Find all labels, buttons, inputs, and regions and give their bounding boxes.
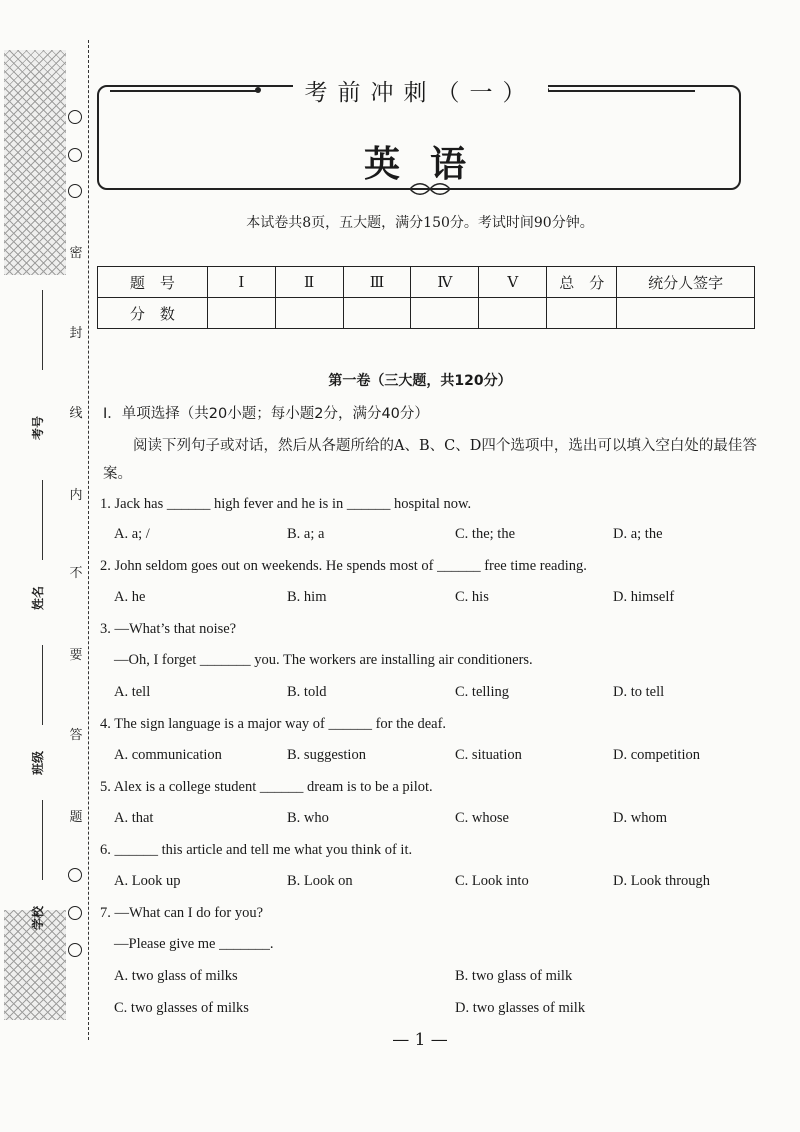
question-text: 7. —What can I do for you? bbox=[100, 905, 264, 921]
table-cell: 分 数 bbox=[98, 298, 208, 329]
score-input-cell[interactable] bbox=[547, 298, 617, 329]
option[interactable]: A. he bbox=[114, 589, 146, 605]
question-text: 6. ______ this article and tell me what you think of it. bbox=[100, 842, 413, 858]
option[interactable]: D. a; the bbox=[613, 526, 663, 542]
option[interactable]: C. telling bbox=[455, 684, 509, 700]
binding-hole-circle bbox=[68, 906, 82, 920]
score-input-cell[interactable] bbox=[411, 298, 479, 329]
score-input-cell[interactable] bbox=[207, 298, 275, 329]
question-text: 2. John seldom goes out on weekends. He spends most of ______ free time reading. bbox=[100, 558, 587, 574]
option[interactable]: D. whom bbox=[613, 810, 667, 826]
option[interactable]: B. who bbox=[287, 810, 329, 826]
option[interactable]: B. two glass of milk bbox=[455, 968, 573, 984]
seal-char: 内 bbox=[69, 488, 83, 503]
option[interactable]: D. himself bbox=[613, 589, 675, 605]
binding-hole-circle bbox=[68, 868, 82, 882]
seal-char: 题 bbox=[69, 810, 83, 825]
question-text: 1. Jack has ______ high fever and he is in ______ hospital now. bbox=[100, 496, 472, 512]
seal-cut-line bbox=[88, 40, 89, 1040]
option[interactable]: A. tell bbox=[114, 684, 151, 700]
option[interactable]: B. told bbox=[287, 684, 327, 700]
question-text: 3. —What’s that noise? bbox=[100, 621, 237, 637]
option[interactable]: A. communication bbox=[114, 747, 222, 763]
field-line bbox=[42, 290, 43, 370]
question-text: 5. Alex is a college student ______ dream is to be a pilot. bbox=[100, 779, 433, 795]
table-cell: Ⅳ bbox=[411, 267, 479, 298]
table-cell: Ⅰ bbox=[207, 267, 275, 298]
seal-char: 不 bbox=[69, 566, 83, 581]
seal-char: 线 bbox=[69, 406, 83, 421]
question-text: —Please give me _______. bbox=[114, 936, 274, 952]
option[interactable]: B. Look on bbox=[287, 873, 353, 889]
field-label: 班级 bbox=[31, 750, 45, 775]
exam-meta: 本试卷共8页，五大题，满分150分。考试时间90分钟。 bbox=[246, 215, 594, 231]
field-label: 考号 bbox=[31, 415, 45, 440]
binding-hole-circle bbox=[68, 110, 82, 124]
option[interactable]: D. competition bbox=[613, 747, 700, 763]
score-table-header-row bbox=[98, 267, 755, 298]
score-table bbox=[97, 266, 755, 329]
score-input-cell[interactable] bbox=[479, 298, 547, 329]
school-field[interactable] bbox=[22, 800, 52, 930]
seal-char: 密 bbox=[69, 246, 83, 261]
option[interactable]: C. the; the bbox=[455, 526, 516, 542]
exam-title: 英语 bbox=[363, 143, 496, 185]
ornament-icon bbox=[360, 182, 500, 196]
section-title: 第一卷（三大题，共120分） bbox=[328, 373, 512, 389]
option[interactable]: C. situation bbox=[455, 747, 522, 763]
table-cell: 统分人签字 bbox=[617, 267, 755, 298]
field-line bbox=[42, 480, 43, 560]
score-table-score-row bbox=[98, 298, 755, 329]
seal-char: 要 bbox=[69, 648, 83, 663]
option[interactable]: A. Look up bbox=[114, 873, 181, 889]
table-cell: Ⅴ bbox=[479, 267, 547, 298]
table-cell: Ⅱ bbox=[275, 267, 343, 298]
score-input-cell[interactable] bbox=[275, 298, 343, 329]
seal-char: 封 bbox=[69, 326, 83, 341]
option[interactable]: A. that bbox=[114, 810, 154, 826]
class-field[interactable] bbox=[22, 645, 52, 775]
seal-char: 答 bbox=[69, 728, 83, 743]
name-field[interactable] bbox=[22, 480, 52, 610]
table-cell: Ⅲ bbox=[343, 267, 411, 298]
option[interactable]: D. Look through bbox=[613, 873, 711, 889]
table-cell: 总 分 bbox=[547, 267, 617, 298]
option[interactable]: D. two glasses of milk bbox=[455, 1000, 586, 1016]
option[interactable]: B. him bbox=[287, 589, 327, 605]
page-number: — 1 — bbox=[392, 1030, 448, 1050]
field-label: 学校 bbox=[31, 905, 45, 930]
binding-hole-circle bbox=[68, 943, 82, 957]
field-line bbox=[42, 645, 43, 725]
field-line bbox=[42, 800, 43, 880]
exam-subtitle: 考前冲刺（一） bbox=[0, 74, 800, 107]
option[interactable]: C. his bbox=[455, 589, 489, 605]
option[interactable]: B. suggestion bbox=[287, 747, 366, 763]
option[interactable]: B. a; a bbox=[287, 526, 325, 542]
question-text: 4. The sign language is a major way of ______ for the deaf. bbox=[100, 716, 447, 732]
option[interactable]: C. whose bbox=[455, 810, 509, 826]
field-label: 姓名 bbox=[31, 585, 45, 610]
table-cell: 题 号 bbox=[98, 267, 208, 298]
question-text: —Oh, I forget _______ you. The workers are installing air conditioners. bbox=[114, 652, 533, 668]
score-input-cell[interactable] bbox=[617, 298, 755, 329]
score-input-cell[interactable] bbox=[343, 298, 411, 329]
instruction-text: 阅读下列句子或对话，然后从各题所给的A、B、C、D四个选项中，选出可以填入空白处的最佳答案。 bbox=[103, 438, 757, 482]
part-title: Ⅰ．单项选择（共20小题；每小题2分，满分40分） bbox=[103, 406, 429, 422]
option[interactable]: C. Look into bbox=[455, 873, 529, 889]
option[interactable]: A. a; / bbox=[114, 526, 150, 542]
option[interactable]: D. to tell bbox=[613, 684, 665, 700]
option[interactable]: C. two glasses of milks bbox=[114, 1000, 249, 1016]
option[interactable]: A. two glass of milks bbox=[114, 968, 238, 984]
